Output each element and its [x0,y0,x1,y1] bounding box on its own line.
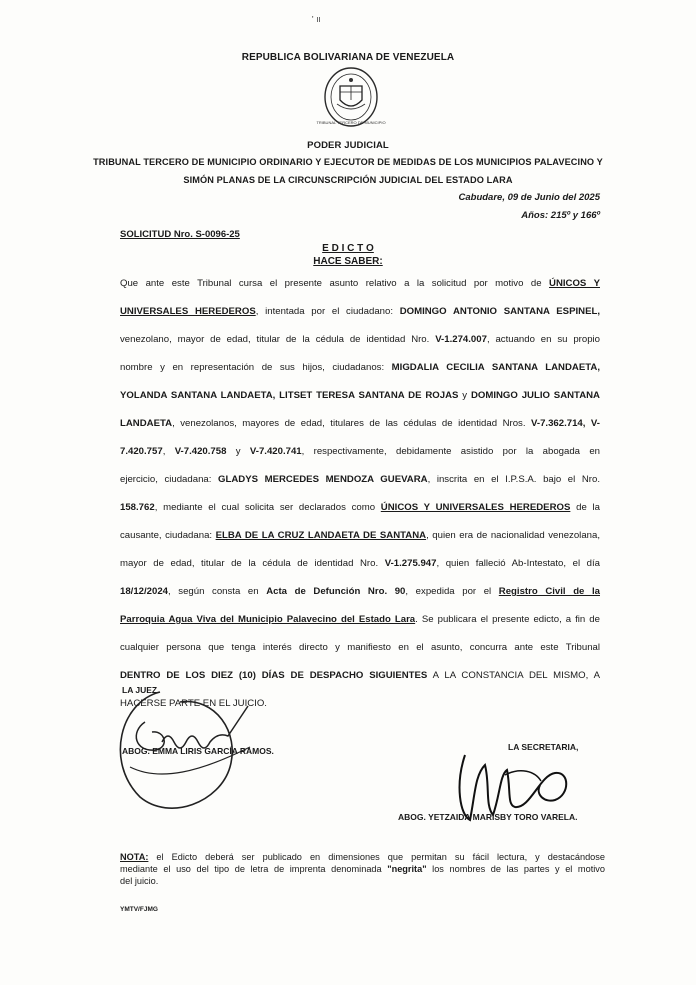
body-line: UNIVERSALES HEREDEROS, intentada por el ciudadano: DOMINGO ANTONIO SANTANA ESPINEL, [120,306,600,317]
secretary-name: ABOG. YETZAIDA MARISBY TORO VARELA. [398,812,578,822]
body-line: mayor de edad, titular de la cédula de identidad Nro. V-1.275.947, quien falleció Ab-Intestato, el día [120,558,601,569]
country-heading: REPUBLICA BOLIVARIANA DE VENEZUELA [241,52,455,63]
body-line: 18/12/2024, según consta en Acta de Defunción Nro. 90, expedida por el Registro Civil de la [120,586,600,597]
branch-heading: PODER JUDICIAL [307,140,389,151]
body-line: DENTRO DE LOS DIEZ (10) DÍAS DE DESPACHO SIGUIENTES A LA CONSTANCIA DEL MISMO, A [120,670,601,681]
body-line: YOLANDA SANTANA LANDAETA, LITSET TERESA SANTANA DE ROJAS y DOMINGO JULIO SANTANA [120,390,600,401]
body-line: HACERSE PARTE EN EL JUICIO. [120,698,267,709]
body-line: causante, ciudadana: ELBA DE LA CRUZ LANDAETA DE SANTANA, quien era de nacionalidad venezolana, [120,530,600,541]
note-line: mediante el uso del tipo de letra de imprenta denominada "negrita" los nombres de las partes y el motivo [120,864,605,874]
secretary-role: LA SECRETARIA, [508,742,579,752]
edict-subtitle: HACE SABER: [313,256,383,267]
body-line: Que ante este Tribunal cursa el presente asunto relativo a la solicitud por motivo de ÚNICOS Y [120,278,600,289]
top-marks: ' ॥ [312,15,321,24]
initials: YMTV/FJMG [120,906,158,913]
body-line: cualquier persona que tenga interés directo y manifiesto en el asunto, concurra ante este Tribunal [120,642,600,653]
body-line: Parroquia Agua Viva del Municipio Palavecino del Estado Lara. Se publicara el presente edicto, a fin de [120,614,600,625]
judge-name: ABOG. EMMA LIRIS GARCÍA RAMOS. [122,746,274,756]
body-line: ejercicio, ciudadana: GLADYS MERCEDES MENDOZA GUEVARA, inscrita en el I.P.S.A. bajo el Nro. [120,474,600,485]
tribunal-line-1: TRIBUNAL TERCERO DE MUNICIPIO ORDINARIO Y EJECUTOR DE MEDIDAS DE LOS MUNICIPIOS PALAVECINO Y [93,157,603,167]
edict-body [120,270,600,718]
note-line: del juicio. [120,876,159,886]
solicitud-number: SOLICITUD Nro. S-0096-25 [120,229,240,240]
body-line: LANDAETA, venezolanos, mayores de edad, titulares de las cédulas de identidad Nros. V-7.362.714, V- [120,418,600,429]
body-line: venezolano, mayor de edad, titular de la cédula de identidad Nro. V-1.274.007, actuando en su propio [120,334,601,345]
judicial-seal-icon [316,66,386,128]
judge-role: LA JUEZ. [122,685,160,695]
tribunal-line-2: SIMÓN PLANAS DE LA CIRCUNSCRIPCIÓN JUDICIAL DEL ESTADO LARA [183,175,513,185]
body-line: 158.762, mediante el cual solicita ser declarados como ÚNICOS Y UNIVERSALES HEREDEROS de la [120,502,600,513]
edict-title: E D I C T O [322,243,374,254]
document-years: Años: 215º y 166º [521,210,600,221]
document-date: Cabudare, 09 de Junio del 2025 [458,192,600,203]
seal-text: TRIBUNAL TERCERO DE MUNICIPIO [316,120,386,125]
publication-note [120,851,605,887]
note-line: NOTA: el Edicto deberá ser publicado en dimensiones que permitan su fácil lectura, y destacándose [120,852,605,862]
body-line: 7.420.757, V-7.420.758 y V-7.420.741, respectivamente, debidamente asistido por la abogada en [120,446,600,457]
body-line: nombre y en representación de sus hijos, ciudadanos: MIGDALIA CECILIA SANTANA LANDAETA, [120,362,600,373]
